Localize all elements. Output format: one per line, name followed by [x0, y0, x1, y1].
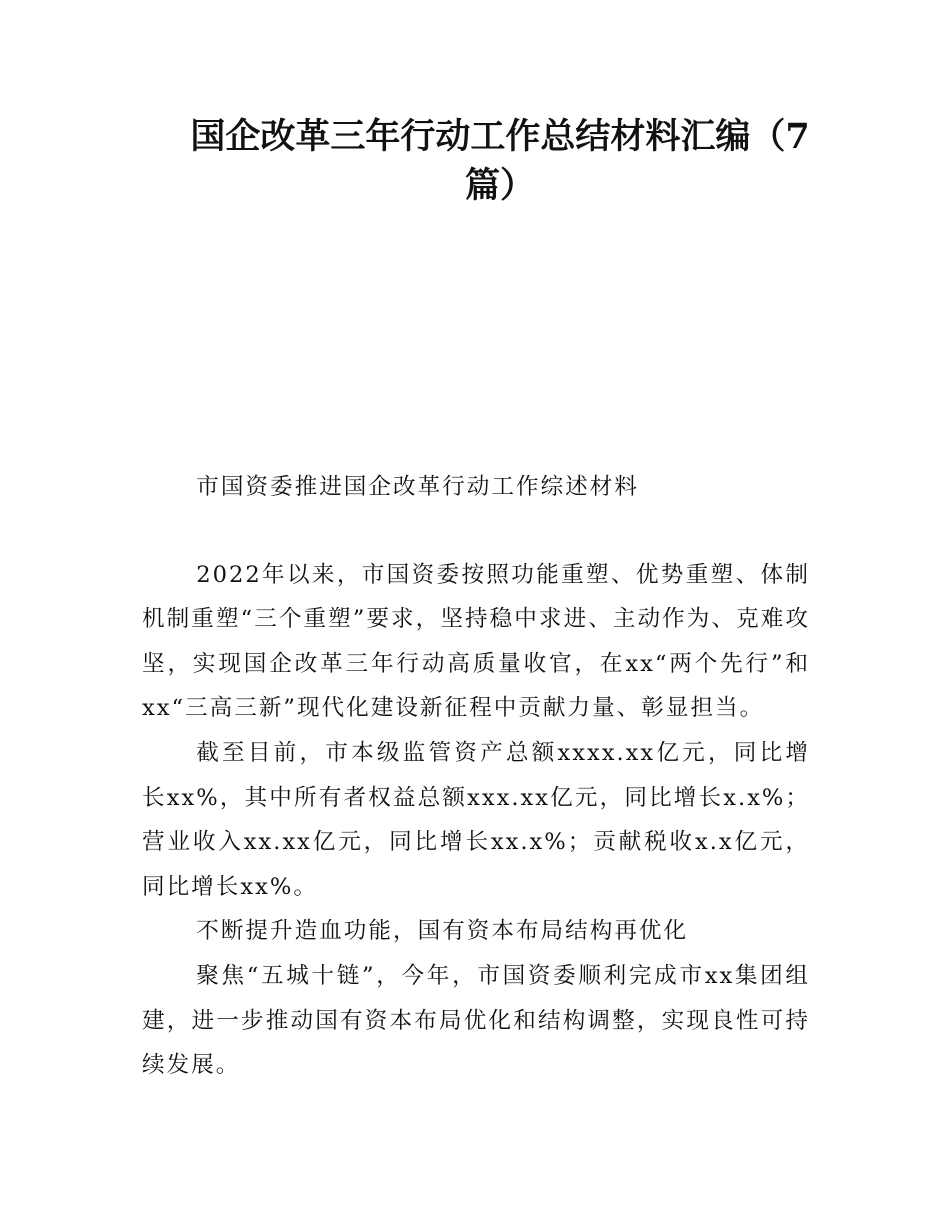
document-title: 国企改革三年行动工作总结材料汇编（7篇） [190, 116, 810, 206]
paragraph-subheading: 不断提升造血功能，国有资本布局结构再优化 [196, 918, 689, 945]
paragraph-statistics: 截至目前，市本级监管资产总额xxxx.xx亿元，同比增长xx%，其中所有者权益总额xxx.xx亿元，同比增长x.x%；营业收入xx.xx亿元，同比增长xx.x%；贡献税收x.x亿元，同比增长xx%。 [142, 739, 810, 900]
document-body [142, 465, 810, 1088]
paragraph-intro: 2022年以来，市国资委按照功能重塑、优势重塑、体制机制重塑“三个重塑”要求，坚持稳中求进、主动作为、克难攻坚，实现国企改革三年行动高质量收官，在xx“两个先行”和xx“三高三新”现代化建设新征程中贡献力量、彰显担当。 [142, 561, 810, 722]
paragraph-restructuring: 聚焦“五城十链”，今年，市国资委顺利完成市xx集团组建，进一步推动国有资本布局优化和结构调整，实现良性可持续发展。 [142, 962, 810, 1079]
section-heading: 市国资委推进国企改革行动工作综述材料 [196, 474, 639, 500]
